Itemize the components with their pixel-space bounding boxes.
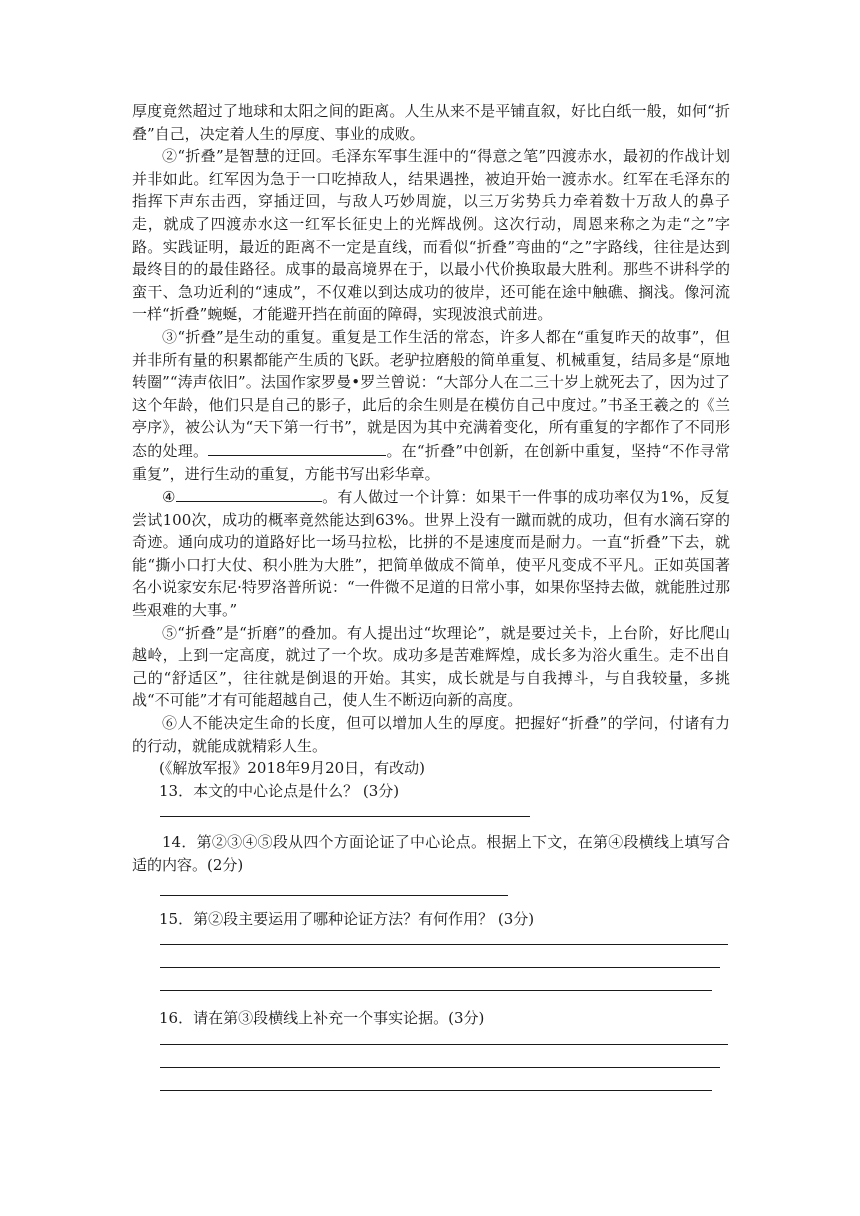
answer-gap-14 bbox=[132, 877, 730, 895]
paragraph-6: ⑥人不能决定生命的长度，但可以增加人生的厚度。把握好“折叠”的学问，付诸有力的行动，就能成就精彩人生。 bbox=[132, 714, 730, 755]
paragraph-5: ⑤“折叠”是“折磨”的叠加。有人提出过“坎理论”，就是要过关卡，上台阶，好比爬山越岭，上到一定高度，就过了一个坎。成功多是苦难辉煌，成长多为浴火重生。走不出自己的“舒适区”，往往就是倒退的开始。其实，成长就是与自我搏斗，与自我较量，多挑战“不可能”才有可能超越自己，使人生不断迈向新的高度。 bbox=[132, 623, 730, 710]
paragraph-4-marker: ④ bbox=[162, 488, 176, 507]
question-14: 14．第②③④⑤段从四个方面论证了中心论点。根据上下文，在第④段横线上填写合适的内容。(2分) bbox=[132, 833, 730, 874]
paragraph-2: ②“折叠”是智慧的迂回。毛泽东军事生涯中的“得意之笔”四渡赤水，最初的作战计划并非如此。红军因为急于一口吃掉敌人，结果遇挫，被迫开始一渡赤水。红军在毛泽东的指挥下声东击西，穿插迂回，与敌人巧妙周旋，以三万劣势兵力牵着数十万敌人的鼻子走，就成了四渡赤水这一红军长征史上的光辉战例。这次行动，周恩来称之为走“之”字路。实践证明，最近的距离不一定是直线，而看似“折叠”弯曲的“之”字路线，往往是达到最终目的的最佳路径。成事的最高境界在于，以最小代价换取最大胜利。那些不讲科学的蛮干、急功近利的“速成”，不仅难以到达成功的彼岸，还可能在途中触礁、搁浅。像河流一样“折叠”蜿蜒，才能避开挡在前面的障碍，实现波浪式前进。 bbox=[132, 147, 730, 324]
question-gap-14 bbox=[132, 817, 730, 831]
answer-gap-15 bbox=[132, 930, 730, 944]
article-source: (《解放军报》2018年9月20日，有改动) bbox=[159, 759, 426, 778]
question-gap-16 bbox=[132, 991, 730, 1007]
question-16: 16．请在第③段横线上补充一个事实论据。(3分) bbox=[159, 1009, 485, 1028]
paragraph-4-blank[interactable] bbox=[176, 485, 322, 502]
paragraph-4 bbox=[132, 485, 730, 622]
document-page bbox=[132, 100, 730, 1091]
paragraph-3-text-a: ③“折叠”是生动的重复。重复是工作生活的常态，许多人都在“重复昨天的故事”，但并非所有量的积累都能产生质的飞跃。老驴拉磨般的简单重复、机械重复，结局多是“原地转圈”“涛声依旧”。法国作家罗曼•罗兰曾说：“大部分人在二三十岁上就死去了，因为过了这个年龄，他们只是自己的影子，此后的余生则是在模仿自己中度过。”书圣王羲之的《兰亭序》，被公认为“天下第一行书”，就是因为其中充满着变化，所有重复的字都作了不同形态的处理。 bbox=[132, 327, 730, 460]
paragraph-4-text: 。有人做过一个计算：如果干一件事的成功率仅为1%，反复尝试100次，成功的概率竟然能达到63%。世界上没有一蹴而就的成功，但有水滴石穿的奇迹。通向成功的道路好比一场马拉松，比拼的不是速度而是耐力。一直“折叠”下去，就能“撕小口打大仗、积小胜为大胜”，把简单做成不简单，使平凡变成不平凡。正如英国著名小说家安东尼·特罗洛普所说：“一件微不足道的日常小事，如果你坚持去做，就能胜过那些艰难的大事。” bbox=[132, 488, 730, 620]
question-15: 15．第②段主要运用了哪种论证方法？有何作用？ (3分) bbox=[159, 909, 535, 928]
paragraph-3 bbox=[132, 326, 730, 485]
answer-gap-15-b bbox=[132, 945, 730, 967]
paragraph-3-blank[interactable] bbox=[208, 439, 386, 456]
answer-gap-15-c bbox=[132, 968, 730, 990]
answer-line-16-c[interactable] bbox=[160, 1090, 712, 1091]
answer-gap-13 bbox=[132, 802, 730, 816]
paragraph-3-text-b: 。在“折叠”中创新，在创新中重复，坚持“不作寻常重复”，进行生动的重复，方能书写出彩华章。 bbox=[132, 441, 730, 483]
paragraph-1-continuation: 厚度竟然超过了地球和太阳之间的距离。人生从来不是平铺直叙，好比白纸一般，如何“折叠”自己，决定着人生的厚度、事业的成败。 bbox=[132, 102, 730, 143]
answer-gap-16 bbox=[132, 1030, 730, 1044]
question-gap-15 bbox=[132, 896, 730, 908]
question-13: 13．本文的中心论点是什么？ (3分) bbox=[159, 781, 400, 800]
answer-gap-16-b bbox=[132, 1045, 730, 1067]
answer-gap-16-c bbox=[132, 1068, 730, 1090]
